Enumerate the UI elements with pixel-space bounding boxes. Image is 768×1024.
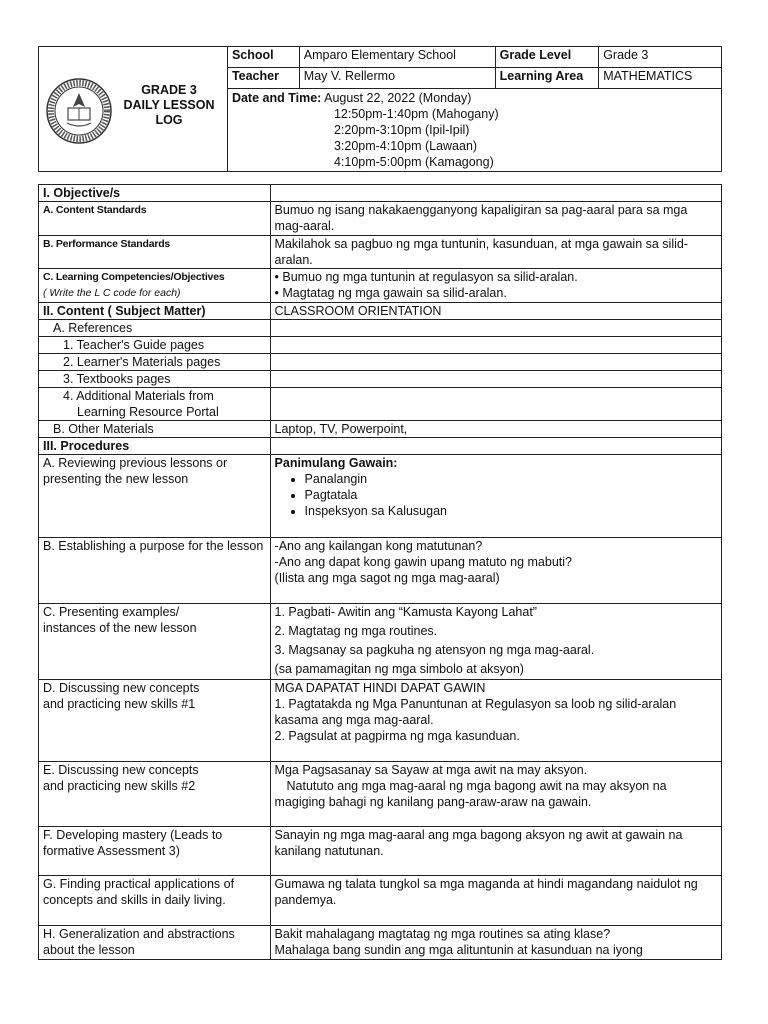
label-line: instances of the new lesson xyxy=(43,621,197,635)
procedures-heading: III. Procedures xyxy=(39,438,271,455)
document-title xyxy=(117,83,221,128)
grade-level-value: Grade 3 xyxy=(599,47,722,68)
panimulang-gawain-title: Panimulang Gawain: xyxy=(274,456,398,470)
label-line: and practicing new skills #1 xyxy=(43,697,196,711)
grade-level-label: Grade Level xyxy=(495,47,599,68)
content-value: CLASSROOM ORIENTATION xyxy=(270,303,721,320)
label-line: D. Discussing new concepts xyxy=(43,681,200,695)
references-label: A. References xyxy=(39,320,271,337)
procedures-value xyxy=(270,438,721,455)
title-line-3: LOG xyxy=(155,113,183,127)
title-line-2: DAILY LESSON xyxy=(123,98,215,112)
lesson-log-table xyxy=(38,184,722,960)
procedure-a-label: A. Reviewing previous lessons or presenting the new lesson xyxy=(39,455,271,538)
content-standards-value: Bumuo ng isang nakakaengganyong kapaligiran sa pag-aaral para sa mga mag-aaral. xyxy=(270,202,721,236)
competencies-value xyxy=(270,269,721,303)
textbooks-label: 3. Textbooks pages xyxy=(39,371,271,388)
learners-materials-value xyxy=(270,354,721,371)
date-time-cell xyxy=(227,89,721,172)
header-table xyxy=(38,46,722,172)
learning-area-label: Learning Area xyxy=(495,68,599,89)
objectives-heading: I. Objective/s xyxy=(39,185,271,202)
procedure-c-value xyxy=(270,604,721,680)
text-line: Bakit mahalagang magtatag ng mga routines sa ating klase? xyxy=(274,927,611,941)
label-line: C. Presenting examples/ xyxy=(43,605,180,619)
text-line: -Ano ang dapat kong gawin upang matuto ng mabuti? xyxy=(274,555,572,569)
title-line-1: GRADE 3 xyxy=(141,83,197,97)
procedure-g-label: G. Finding practical applications of concepts and skills in daily living. xyxy=(39,876,271,926)
competencies-label-cell xyxy=(39,269,271,303)
procedure-g-value: Gumawa ng talata tungkol sa mga maganda at hindi magandang naidulot ng pandemya. xyxy=(270,876,721,926)
school-value: Amparo Elementary School xyxy=(299,47,495,68)
procedure-c-label xyxy=(39,604,271,680)
additional-materials-label xyxy=(39,388,271,421)
procedure-e-label xyxy=(39,762,271,827)
text-line: Mahalaga bang sundin ang mga alituntunin at kasunduan na iyong xyxy=(274,943,643,957)
performance-standards-value: Makilahok sa pagbuo ng mga tuntunin, kasunduan, at mga gawain sa silid-aralan. xyxy=(270,236,721,269)
panimulang-gawain-list xyxy=(275,471,717,519)
additional-line-1: 4. Additional Materials from xyxy=(63,389,214,403)
procedure-h-value xyxy=(270,926,721,960)
procedure-a-value xyxy=(270,455,721,538)
teachers-guide-label: 1. Teacher's Guide pages xyxy=(39,337,271,354)
text-line: 1. Pagbati- Awitin ang “Kamusta Kayong Lahat” xyxy=(274,605,537,619)
learners-materials-label: 2. Learner's Materials pages xyxy=(39,354,271,371)
content-standards-label: A. Content Standards xyxy=(39,202,271,236)
procedure-f-value: Sanayin ng mga mag-aaral ang mga bagong aksyon ng awit at gawain na kanilang natutunan. xyxy=(270,827,721,876)
teacher-label: Teacher xyxy=(227,68,299,89)
other-materials-value: Laptop, TV, Powerpoint, xyxy=(270,421,721,438)
competency-item: • Bumuo ng mga tuntunin at regulasyon sa silid-aralan. xyxy=(274,270,578,284)
date-time-label: Date and Time: xyxy=(231,91,322,105)
content-heading: II. Content ( Subject Matter) xyxy=(39,303,271,320)
logo-title-cell xyxy=(39,47,228,172)
procedure-d-value xyxy=(270,680,721,762)
additional-line-2: Learning Resource Portal xyxy=(77,405,219,419)
procedure-d-label xyxy=(39,680,271,762)
other-materials-label: B. Other Materials xyxy=(39,421,271,438)
competency-item: • Magtatag ng mga gawain sa silid-aralan. xyxy=(274,286,507,300)
text-line: 3. Magsanay sa pagkuha ng atensyon ng mga mag-aaral. xyxy=(274,643,595,657)
text-line: 2. Pagsulat at pagpirma ng mga kasunduan. xyxy=(274,729,520,743)
procedure-b-label: B. Establishing a purpose for the lesson xyxy=(39,538,271,604)
text-line: Natututo ang mga mag-aaral ng mga bagong awit na may aksyon na magiging bahagi ng kanilang pang-araw-araw na gawain. xyxy=(274,779,667,809)
procedure-f-label: F. Developing mastery (Leads to formative Assessment 3) xyxy=(39,827,271,876)
time-slot: 12:50pm-1:40pm (Mahogany) xyxy=(333,107,499,121)
textbooks-value xyxy=(270,371,721,388)
text-line: 2. Magtatag ng mga routines. xyxy=(274,624,438,638)
performance-standards-label: B. Performance Standards xyxy=(39,236,271,269)
date-value: August 22, 2022 (Monday) xyxy=(324,91,472,105)
additional-materials-value xyxy=(270,388,721,421)
label-line: E. Discussing new concepts xyxy=(43,763,199,777)
list-item: • Inspeksyon sa Kalusugan xyxy=(305,503,717,519)
competencies-note: ( Write the L C code for each) xyxy=(43,287,181,299)
text-line: -Ano ang kailangan kong matutunan? xyxy=(274,539,483,553)
references-value xyxy=(270,320,721,337)
time-slot: 4:10pm-5:00pm (Kamagong) xyxy=(333,155,494,169)
label-line: and practicing new skills #2 xyxy=(43,779,196,793)
list-item: • Panalangin xyxy=(305,471,717,487)
teacher-value: May V. Rellermo xyxy=(299,68,495,89)
time-slot: 3:20pm-4:10pm (Lawaan) xyxy=(333,139,478,153)
procedure-h-label: H. Generalization and abstractions about the lesson xyxy=(39,926,271,960)
text-line: (Ilista ang mga sagot ng mga mag-aaral) xyxy=(274,571,500,585)
objectives-value xyxy=(270,185,721,202)
teachers-guide-value xyxy=(270,337,721,354)
school-label: School xyxy=(227,47,299,68)
procedure-b-value xyxy=(270,538,721,604)
deped-seal-logo xyxy=(45,77,113,145)
text-line: Mga Pagsasanay sa Sayaw at mga awit na may aksyon. xyxy=(274,763,588,777)
list-item: • Pagtatala xyxy=(305,487,717,503)
competencies-label: C. Learning Competencies/Objectives xyxy=(43,271,225,283)
learning-area-value: MATHEMATICS xyxy=(599,68,722,89)
text-line: MGA DAPATAT HINDI DAPAT GAWIN xyxy=(274,681,486,695)
procedure-e-value xyxy=(270,762,721,827)
time-slot: 2:20pm-3:10pm (Ipil-Ipil) xyxy=(333,123,470,137)
text-line: 1. Pagtatakda ng Mga Panuntunan at Regulasyon sa loob ng silid-aralan kasama ang mga mag-aaral. xyxy=(274,697,677,727)
text-line: (sa pamamagitan ng mga simbolo at aksyon) xyxy=(274,662,524,676)
